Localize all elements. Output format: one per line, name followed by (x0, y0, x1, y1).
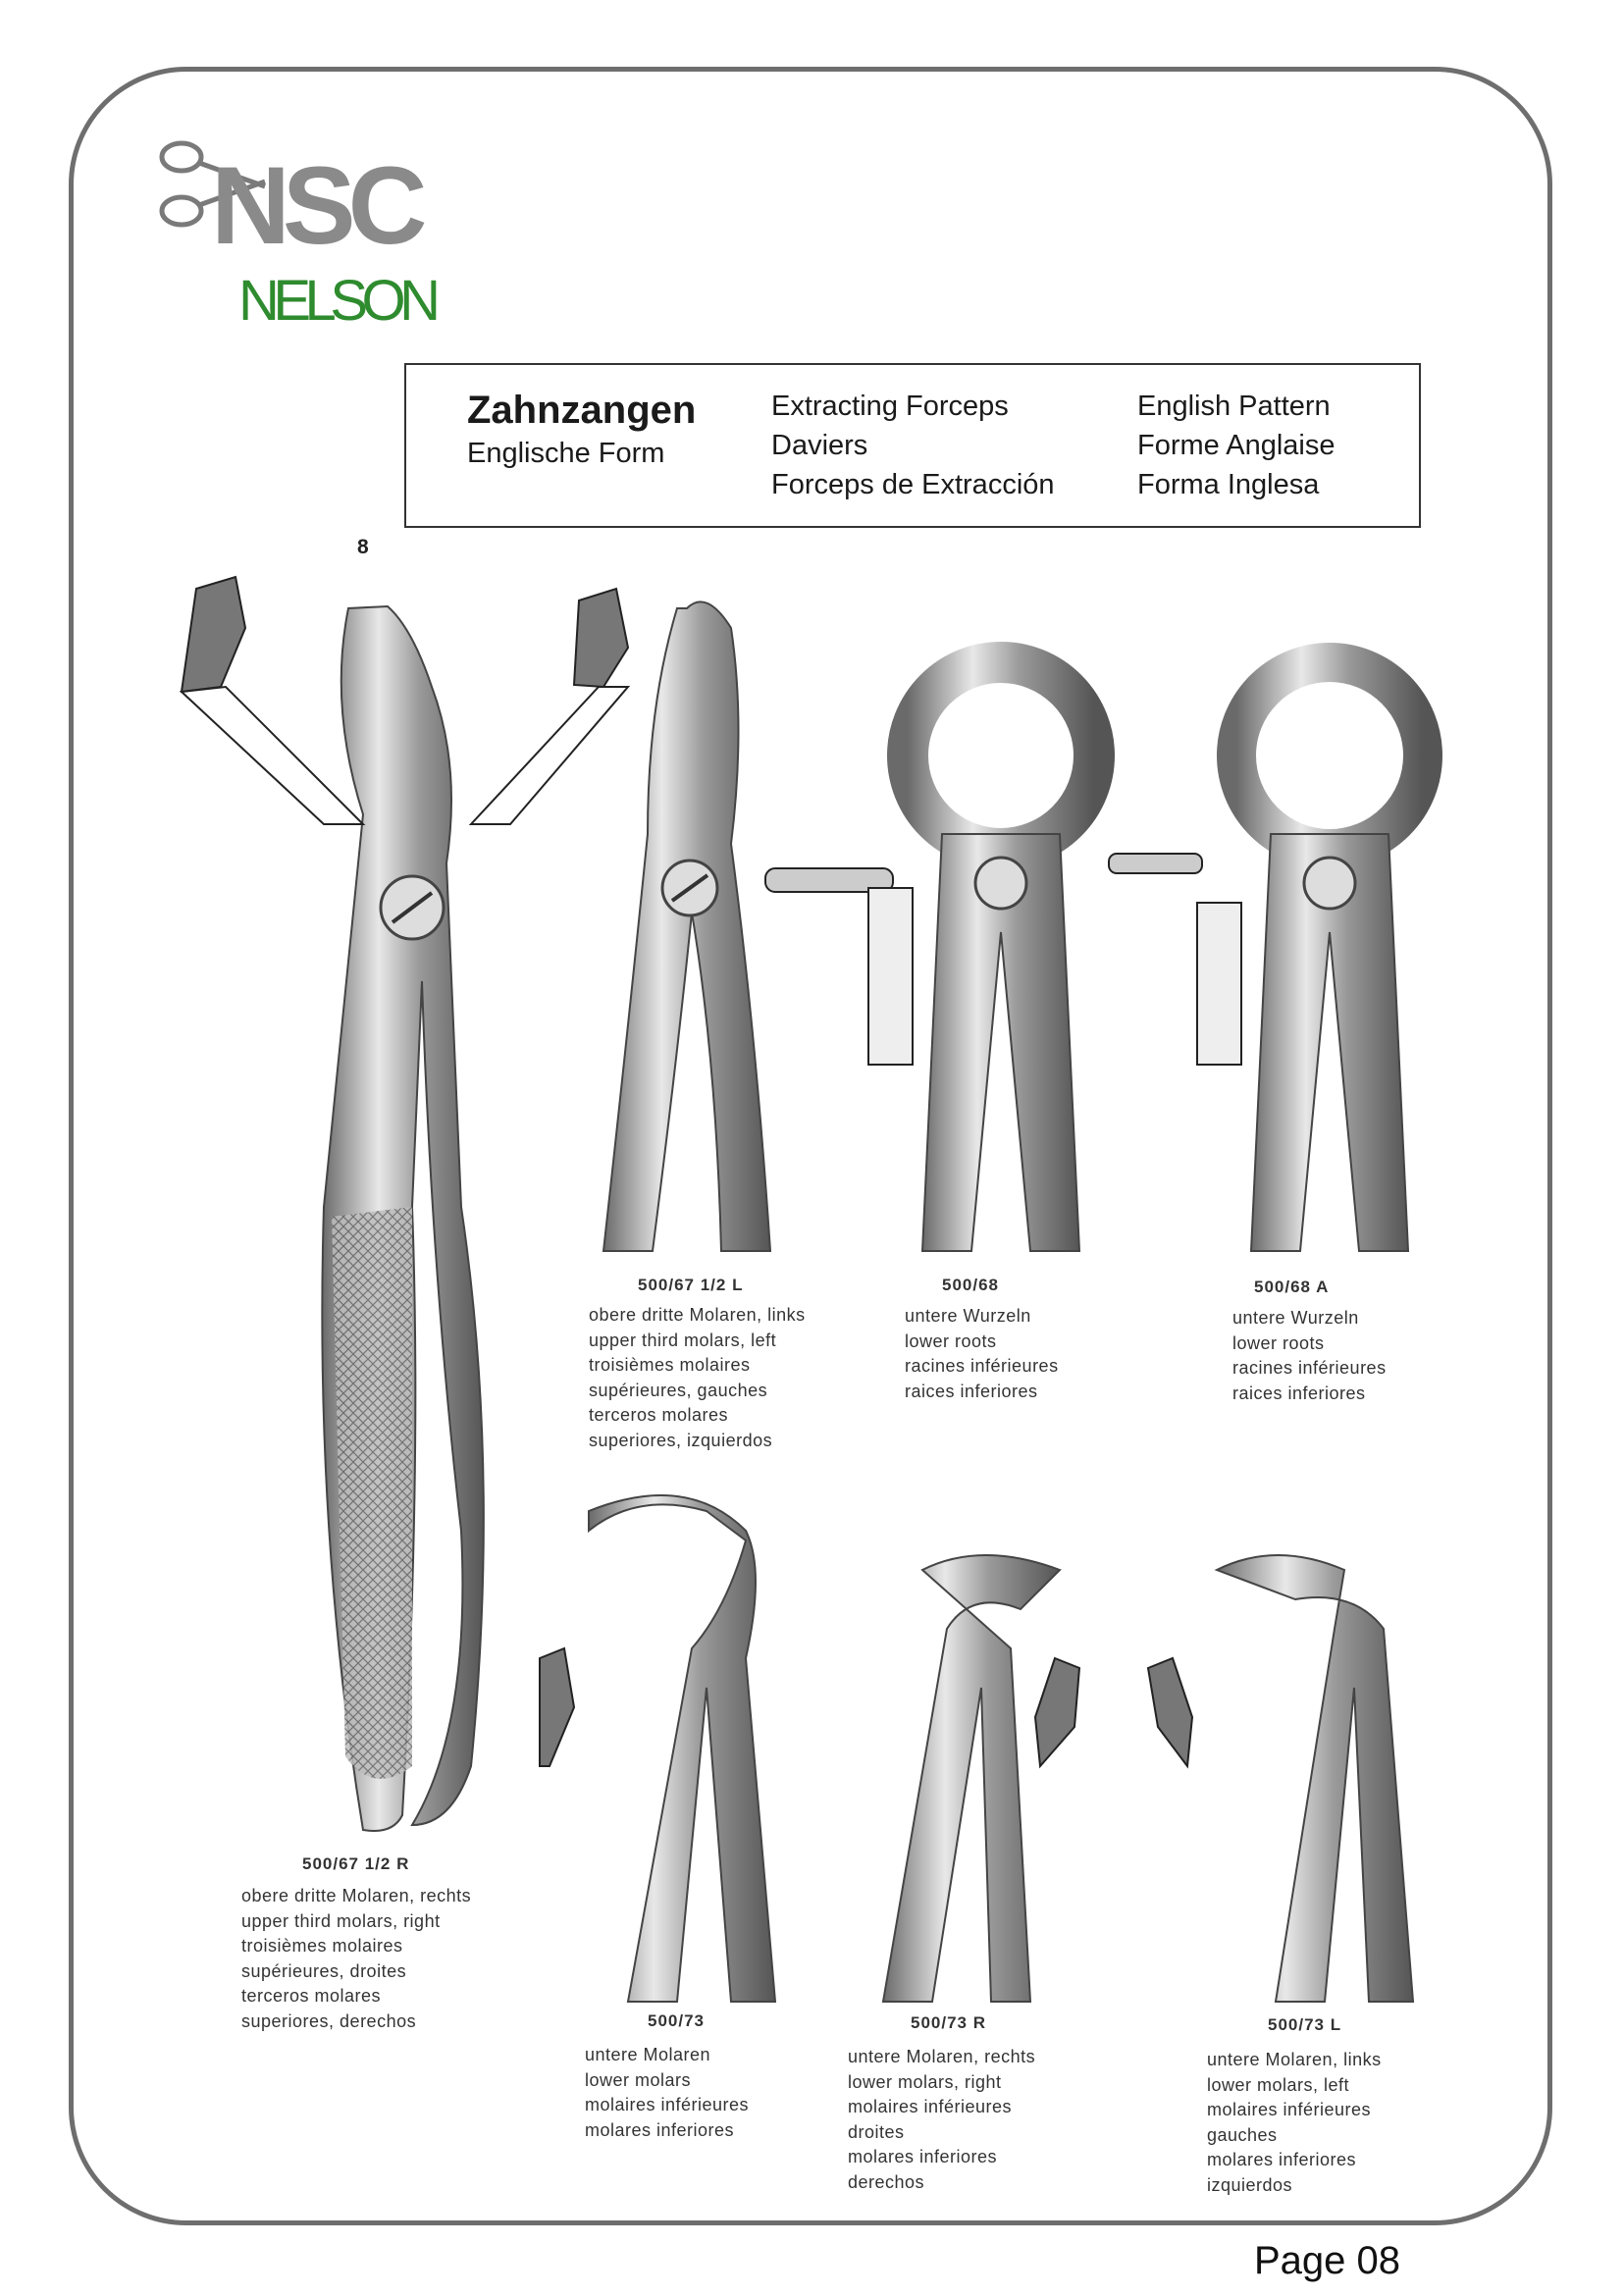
item-description: untere Molaren lower molars molaires inférieures molares inferiores (585, 2045, 750, 2140)
item-description: untere Wurzeln lower roots racines inférieures raices inferiores (1232, 1308, 1387, 1403)
logo-monogram: NSC (211, 144, 420, 267)
item-description: obere dritte Molaren, rechts upper third molars, right troisièmes molaires supérieures, droites terceros molares superiores, derechos (241, 1886, 472, 2031)
item-description: untere Wurzeln lower roots racines inférieures raices inferiores (905, 1306, 1059, 1401)
brand-name: NELSON (238, 269, 435, 333)
forceps-500-73 (540, 1495, 775, 2002)
item-code: 500/68 A (1254, 1278, 1330, 1296)
item-code: 500/73 R (911, 2013, 986, 2032)
item-code: 500/67 1/2 L (638, 1276, 744, 1294)
item-description: obere dritte Molaren, links upper third molars, left troisièmes molaires supérieures, gauches terceros molares superiores, izquierdos (589, 1305, 806, 1450)
tip-detail-67-L (471, 589, 628, 824)
item-description: untere Molaren, rechts lower molars, right molaires inférieures droites molares inferiores derechos (848, 2047, 1036, 2192)
forceps-500-67-R (322, 606, 484, 1831)
item-code: 500/67 1/2 R (302, 1854, 410, 1873)
forceps-500-73-R (883, 1555, 1079, 2002)
item-description: untere Molaren, links lower molars, left molaires inférieures gauches molares inferiores izquierdos (1207, 2050, 1382, 2195)
forceps-500-68-A (1109, 662, 1423, 1251)
forceps-500-67-L (603, 601, 770, 1251)
item-code: 500/73 L (1268, 2015, 1342, 2034)
title-es: Forceps de Extracción (771, 469, 1055, 500)
pattern-fr: Forme Anglaise (1137, 430, 1336, 461)
title-en: Extracting Forceps (771, 391, 1009, 422)
pattern-en: English Pattern (1137, 391, 1331, 422)
title-de: Zahnzangen (467, 389, 697, 432)
item-code: 500/73 (648, 2011, 705, 2030)
title-fr: Daviers (771, 430, 868, 461)
pattern-es: Forma Inglesa (1137, 469, 1320, 500)
section-number: 8 (357, 536, 369, 558)
forceps-500-68 (765, 662, 1094, 1251)
tip-detail-67-R (182, 577, 363, 824)
page-label: Page 08 (1254, 2239, 1401, 2282)
subtitle-de: Englische Form (467, 438, 665, 469)
forceps-500-73-L (1148, 1555, 1413, 2002)
item-code: 500/68 (942, 1276, 999, 1294)
